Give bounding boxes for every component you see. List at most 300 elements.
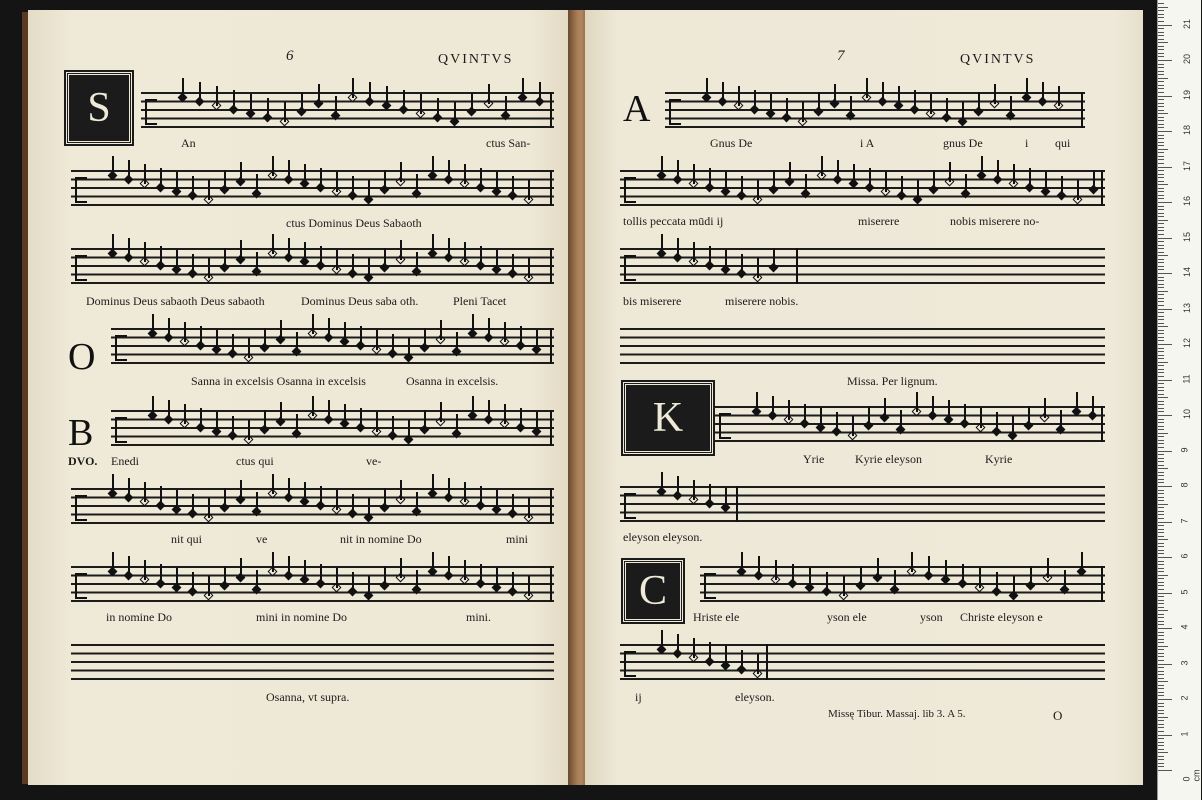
note-stem (272, 474, 274, 494)
ruler-number: 11 (1181, 373, 1192, 384)
note-stem (440, 402, 442, 422)
note-stem (448, 160, 450, 180)
note-stem (280, 320, 282, 340)
note-stem (979, 568, 981, 588)
ruler-tick (1158, 248, 1164, 249)
ruler-tick (1158, 390, 1164, 391)
ruler-tick (1158, 245, 1164, 246)
bar-line (1101, 406, 1103, 442)
ruler-tick (1158, 383, 1164, 384)
initial-letter-a: A (623, 88, 651, 130)
note-stem (882, 82, 884, 102)
ruler-tick (1158, 550, 1164, 551)
ruler-tick (1158, 617, 1164, 618)
ruler-tick (1158, 227, 1164, 228)
note-stem (512, 176, 514, 196)
ruler-tick (1158, 713, 1164, 714)
ruler-tick (1158, 319, 1164, 320)
note-stem (1058, 86, 1060, 106)
note-stem (725, 172, 727, 192)
note-stem (725, 488, 727, 508)
ruler-number: 18 (1182, 124, 1193, 136)
clef-icon (75, 495, 87, 521)
note-stem (512, 254, 514, 274)
note-stem (233, 90, 235, 110)
note-stem (837, 160, 839, 180)
ruler-tick (1158, 21, 1164, 22)
ruler-tick (1158, 529, 1164, 530)
note-stem (400, 162, 402, 182)
note-stem (1092, 396, 1094, 416)
ruler-number: 20 (1182, 53, 1193, 65)
note-stem (224, 170, 226, 190)
ruler-tick (1158, 688, 1164, 689)
note-stem (280, 402, 282, 422)
note-stem (284, 102, 286, 122)
ruler-tick (1158, 56, 1164, 57)
note-stem (112, 474, 114, 494)
ruler-tick (1158, 681, 1168, 682)
note-stem (336, 250, 338, 270)
note-stem (528, 576, 530, 596)
note-stem (360, 326, 362, 346)
ruler-tick (1158, 32, 1164, 33)
ruler-tick (1158, 504, 1168, 505)
ruler-tick (1158, 589, 1164, 590)
music-staff (620, 328, 1105, 364)
note-stem (232, 334, 234, 354)
note-stem (805, 174, 807, 194)
ruler-tick (1158, 7, 1168, 8)
note-stem (773, 248, 775, 268)
ruler-tick (1158, 316, 1164, 317)
note-stem (528, 498, 530, 518)
ruler-tick (1158, 472, 1164, 473)
ruler-tick (1158, 486, 1172, 487)
note-stem (392, 334, 394, 354)
ruler-tick (1158, 309, 1172, 310)
clef-icon (115, 417, 127, 443)
note-stem (464, 164, 466, 184)
ruler-tick (1158, 241, 1164, 242)
note-stem (144, 242, 146, 262)
note-stem (496, 250, 498, 270)
lyric-text: Christe eleyson e (960, 610, 1043, 624)
ruler-number: 7 (1179, 517, 1190, 524)
note-stem (176, 172, 178, 192)
note-stem (1045, 172, 1047, 192)
ruler-tick (1158, 497, 1164, 498)
ruler-tick (1158, 632, 1164, 633)
decorated-initial-c: C (623, 560, 683, 622)
ruler-tick (1158, 103, 1164, 104)
lyric-text: Dominus Deus sabaoth Deus sabaoth (86, 294, 265, 308)
note-stem (853, 164, 855, 184)
ruler-number: 13 (1182, 302, 1193, 313)
note-stem (677, 634, 679, 654)
note-stem (775, 560, 777, 580)
note-stem (454, 102, 456, 122)
ruler-tick (1158, 216, 1164, 217)
note-stem (336, 172, 338, 192)
ruler-number: 8 (1179, 482, 1190, 488)
note-stem (152, 396, 154, 416)
note-stem (520, 326, 522, 346)
note-stem (192, 254, 194, 274)
note-stem (770, 94, 772, 114)
note-stem (240, 162, 242, 182)
note-stem (981, 156, 983, 176)
note-stem (661, 234, 663, 254)
note-stem (352, 254, 354, 274)
note-stem (852, 416, 854, 436)
ruler-tick (1158, 333, 1164, 334)
clef-icon (115, 335, 127, 361)
ruler-tick (1158, 206, 1164, 207)
ruler-tick (1158, 749, 1164, 750)
ruler-tick (1158, 539, 1168, 540)
clef-icon (75, 573, 87, 599)
ruler-tick (1158, 436, 1164, 437)
note-stem (464, 242, 466, 262)
ruler-tick (1158, 358, 1164, 359)
note-stem (802, 102, 804, 122)
ruler-number: 4 (1179, 624, 1190, 630)
note-stem (877, 558, 879, 578)
ruler-tick (1158, 131, 1172, 132)
note-stem (536, 330, 538, 350)
note-stem (539, 82, 541, 102)
ruler-tick (1158, 340, 1164, 341)
ruler-tick (1158, 461, 1164, 462)
ruler-tick (1158, 234, 1164, 235)
signature-mark: O (1053, 708, 1063, 723)
note-stem (965, 174, 967, 194)
lyric-text: Yrie (803, 452, 825, 466)
note-stem (256, 492, 258, 512)
note-stem (335, 96, 337, 116)
ruler-tick (1158, 113, 1168, 114)
ruler-tick (1158, 692, 1164, 693)
ruler-tick (1158, 120, 1164, 121)
note-stem (1077, 180, 1079, 200)
ruler-tick (1158, 408, 1164, 409)
note-stem (480, 168, 482, 188)
note-stem (216, 412, 218, 432)
ruler-tick (1158, 415, 1172, 416)
ruler-tick (1158, 653, 1164, 654)
note-stem (376, 412, 378, 432)
note-stem (128, 160, 130, 180)
ruler-tick (1158, 532, 1164, 533)
ruler-tick (1158, 223, 1164, 224)
ruler-number: 9 (1179, 446, 1190, 453)
ruler-tick (1158, 110, 1164, 111)
ruler-tick (1158, 770, 1172, 771)
note-stem (256, 570, 258, 590)
lyric-text: qui (1055, 136, 1071, 150)
ruler-tick (1158, 159, 1164, 160)
note-stem (1060, 410, 1062, 430)
note-stem (836, 412, 838, 432)
note-stem (964, 404, 966, 424)
note-stem (264, 328, 266, 348)
running-header: QVINTVS (960, 52, 1036, 67)
note-stem (200, 408, 202, 428)
lyric-text: Pleni Tacet (453, 294, 507, 308)
ruler-tick (1158, 85, 1164, 86)
note-stem (112, 552, 114, 572)
note-stem (741, 176, 743, 196)
note-stem (344, 322, 346, 342)
note-stem (860, 566, 862, 586)
note-stem (996, 412, 998, 432)
note-stem (416, 492, 418, 512)
note-stem (945, 560, 947, 580)
note-stem (420, 94, 422, 114)
note-stem (488, 318, 490, 338)
note-stem (488, 84, 490, 104)
note-stem (296, 414, 298, 434)
note-stem (416, 570, 418, 590)
ruler-number: 15 (1182, 231, 1193, 242)
note-stem (304, 242, 306, 262)
clef-icon (669, 99, 681, 125)
lyric-text: Kyrie eleyson (855, 452, 922, 466)
ruler-tick (1158, 635, 1164, 636)
lyric-text: ve (256, 532, 268, 546)
ruler-tick (1158, 163, 1164, 164)
note-stem (320, 246, 322, 266)
ruler-tick (1158, 156, 1164, 157)
note-stem (384, 566, 386, 586)
ruler-tick (1158, 699, 1172, 700)
note-stem (408, 338, 410, 358)
note-stem (978, 92, 980, 112)
note-stem (384, 248, 386, 268)
right-page (585, 10, 1143, 785)
note-stem (480, 246, 482, 266)
note-stem (301, 92, 303, 112)
ruler-tick (1158, 298, 1164, 299)
note-stem (471, 92, 473, 112)
ruler-tick (1158, 646, 1168, 647)
note-stem (386, 86, 388, 106)
ruler-tick (1158, 710, 1164, 711)
note-stem (1081, 552, 1083, 572)
ruler-tick (1158, 419, 1164, 420)
ruler-tick (1158, 678, 1164, 679)
note-stem (722, 82, 724, 102)
lyric-text: yson (920, 610, 943, 624)
ruler-tick (1158, 454, 1164, 455)
ruler-tick (1158, 209, 1164, 210)
ruler-tick (1158, 3, 1164, 4)
ruler-tick (1158, 177, 1164, 178)
page-number: 7 (837, 48, 845, 64)
note-stem (272, 156, 274, 176)
note-stem (328, 318, 330, 338)
note-stem (264, 410, 266, 430)
ruler-tick (1158, 742, 1164, 743)
note-stem (240, 480, 242, 500)
note-stem (758, 556, 760, 576)
lyric-text: DVO. (68, 454, 98, 468)
note-stem (677, 160, 679, 180)
ruler-tick (1158, 255, 1168, 256)
note-stem (128, 556, 130, 576)
ruler-tick (1158, 174, 1164, 175)
ruler-tick (1158, 71, 1164, 72)
ruler-tick (1158, 330, 1164, 331)
bar-line (550, 248, 552, 284)
note-stem (1028, 406, 1030, 426)
note-stem (512, 572, 514, 592)
ruler-tick (1158, 724, 1164, 725)
ruler-tick (1158, 280, 1164, 281)
clef-icon (624, 177, 636, 203)
note-stem (224, 566, 226, 586)
ruler-tick (1158, 564, 1164, 565)
note-stem (834, 84, 836, 104)
ruler-tick (1158, 259, 1164, 260)
ruler-tick (1158, 735, 1172, 736)
note-stem (208, 498, 210, 518)
note-stem (432, 552, 434, 572)
note-stem (432, 156, 434, 176)
note-stem (928, 556, 930, 576)
ruler-tick (1158, 500, 1164, 501)
note-stem (1064, 570, 1066, 590)
note-stem (1042, 82, 1044, 102)
ruler-tick (1158, 67, 1164, 68)
ruler-tick (1158, 738, 1164, 739)
lyric-text: mini (506, 532, 529, 546)
note-stem (376, 330, 378, 350)
note-stem (352, 572, 354, 592)
ruler-tick (1158, 344, 1172, 345)
ruler-tick (1158, 49, 1164, 50)
note-stem (112, 156, 114, 176)
note-stem (693, 638, 695, 658)
note-stem (754, 90, 756, 110)
ruler-tick (1158, 411, 1164, 412)
note-stem (144, 482, 146, 502)
lyric-text: ctus qui (236, 454, 274, 468)
ruler-tick (1158, 138, 1164, 139)
note-stem (916, 392, 918, 412)
note-stem (1013, 576, 1015, 596)
note-stem (932, 396, 934, 416)
note-stem (408, 420, 410, 440)
note-stem (693, 242, 695, 262)
ruler-tick (1158, 571, 1164, 572)
note-stem (192, 572, 194, 592)
note-stem (368, 180, 370, 200)
note-stem (709, 246, 711, 266)
note-stem (456, 414, 458, 434)
note-stem (741, 254, 743, 274)
note-stem (962, 102, 964, 122)
note-stem (757, 654, 759, 674)
running-header: QVINTVS (438, 52, 514, 67)
note-stem (232, 416, 234, 436)
ruler-tick (1158, 490, 1164, 491)
ruler-tick (1158, 81, 1164, 82)
ruler-tick (1158, 380, 1172, 381)
note-stem (250, 94, 252, 114)
ruler-tick (1158, 593, 1172, 594)
note-stem (933, 170, 935, 190)
ruler-tick (1158, 685, 1164, 686)
note-stem (384, 170, 386, 190)
ruler-tick (1158, 369, 1164, 370)
note-stem (706, 78, 708, 98)
note-stem (224, 248, 226, 268)
ruler-number: 14 (1182, 266, 1193, 278)
bar-line (1081, 92, 1083, 128)
clef-icon (75, 177, 87, 203)
note-stem (980, 408, 982, 428)
clef-icon (145, 99, 157, 125)
lyric-text: Dominus Deus saba oth. (301, 294, 419, 308)
ruler-tick (1158, 365, 1164, 366)
ruler-tick (1158, 25, 1172, 26)
note-stem (1093, 170, 1095, 190)
note-stem (520, 408, 522, 428)
note-stem (312, 396, 314, 416)
left-page (28, 10, 573, 785)
note-stem (709, 168, 711, 188)
bar-line (1101, 566, 1103, 602)
note-stem (320, 168, 322, 188)
ruler-tick (1158, 649, 1164, 650)
note-stem (208, 180, 210, 200)
note-stem (248, 338, 250, 358)
note-stem (741, 650, 743, 670)
note-stem (144, 560, 146, 580)
ruler-number: 3 (1179, 659, 1190, 666)
note-stem (693, 480, 695, 500)
ruler-tick (1158, 117, 1164, 118)
note-stem (360, 408, 362, 428)
note-stem (128, 478, 130, 498)
decorated-initial-s: S (66, 72, 132, 144)
ruler-tick (1158, 727, 1164, 728)
note-stem (352, 176, 354, 196)
ruler-tick (1158, 74, 1164, 75)
music-staff (71, 644, 554, 680)
ruler-tick (1158, 326, 1168, 327)
note-stem (946, 98, 948, 118)
note-stem (677, 476, 679, 496)
ruler-tick (1158, 451, 1172, 452)
ruler-tick (1158, 17, 1164, 18)
ruler-tick (1158, 546, 1164, 547)
note-stem (168, 400, 170, 420)
note-stem (288, 478, 290, 498)
note-stem (850, 96, 852, 116)
ruler-tick (1158, 35, 1164, 36)
ruler-tick (1158, 695, 1164, 696)
ruler-tick (1158, 266, 1164, 267)
ruler-tick (1158, 305, 1164, 306)
ruler-tick (1158, 443, 1164, 444)
note-stem (184, 322, 186, 342)
clef-icon (624, 651, 636, 677)
note-stem (369, 82, 371, 102)
bar-line (766, 644, 768, 680)
